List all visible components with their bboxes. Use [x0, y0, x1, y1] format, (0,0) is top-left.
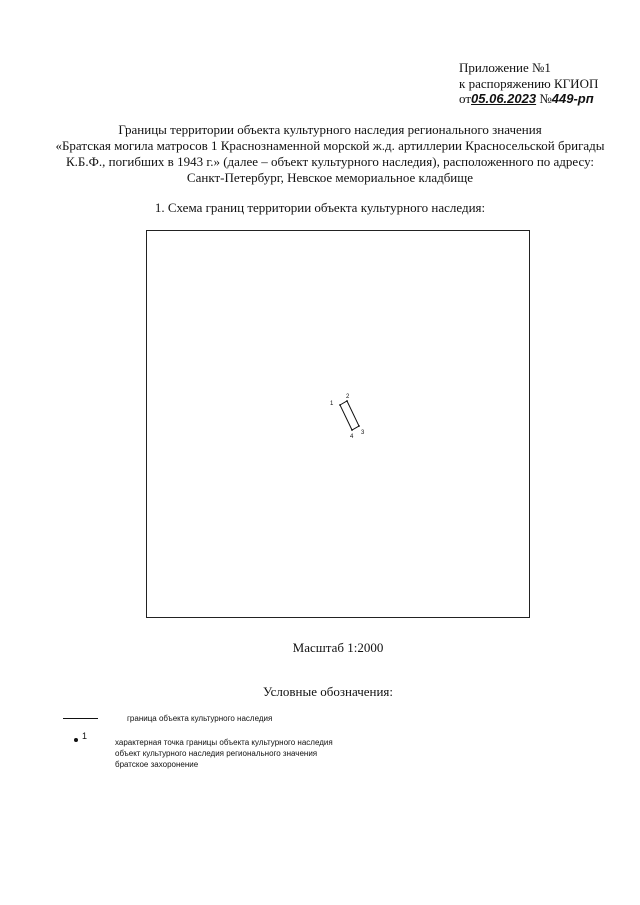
point-label-1: 1 [330, 401, 334, 407]
document-heading [20, 122, 640, 186]
boundary-point-4 [351, 429, 353, 431]
handwritten-number: 449-рп [551, 91, 594, 106]
legend-object-label: объект культурного наследия регионального значения [115, 749, 318, 758]
attachment-date-line [459, 91, 629, 107]
handwritten-date: 05.06.2023 [471, 91, 537, 106]
attachment-order: к распоряжению КГИОП [459, 75, 599, 91]
legend-point-label: характерная точка границы объекта культурного наследия [115, 738, 333, 747]
heading-line-3: К.Б.Ф., погибших в 1943 г.» (далее – объект культурного наследия), расположенного по адресу: [65, 154, 595, 169]
heading-line-2: «Братская могила матросов 1 Краснознаменной морской ж.д. артиллерии Красносельской бригады [55, 138, 605, 153]
boundary-scheme-map [146, 230, 530, 618]
attachment-header [459, 60, 629, 107]
heading-line-4: Санкт-Петербург, Невское мемориальное кладбище [186, 170, 474, 185]
heading-line-1: Границы территории объекта культурного наследия регионального значения [118, 122, 542, 137]
legend-point-number: 1 [82, 731, 88, 741]
boundary-point-1 [339, 404, 341, 406]
boundary-point-3 [358, 425, 360, 427]
legend-burial-label: братское захоронение [115, 760, 199, 769]
point-label-2: 2 [346, 394, 350, 400]
heritage-boundary [340, 401, 359, 430]
number-prefix: № [539, 91, 552, 106]
scheme-title: 1. Схема границ территории объекта культурного наследия: [154, 200, 486, 215]
legend-boundary-line-symbol [63, 718, 98, 719]
attachment-title: Приложение №1 [459, 60, 551, 75]
scheme-drawing [147, 231, 529, 617]
map-scale: Масштаб 1:2000 [292, 640, 384, 655]
legend-title: Условные обозначения: [262, 684, 394, 699]
legend-point-symbol [74, 738, 78, 742]
point-label-3: 3 [361, 430, 365, 436]
boundary-point-2 [346, 400, 348, 402]
date-prefix: от [459, 91, 472, 106]
point-label-4: 4 [350, 434, 354, 440]
legend-boundary-label: граница объекта культурного наследия [127, 714, 273, 723]
